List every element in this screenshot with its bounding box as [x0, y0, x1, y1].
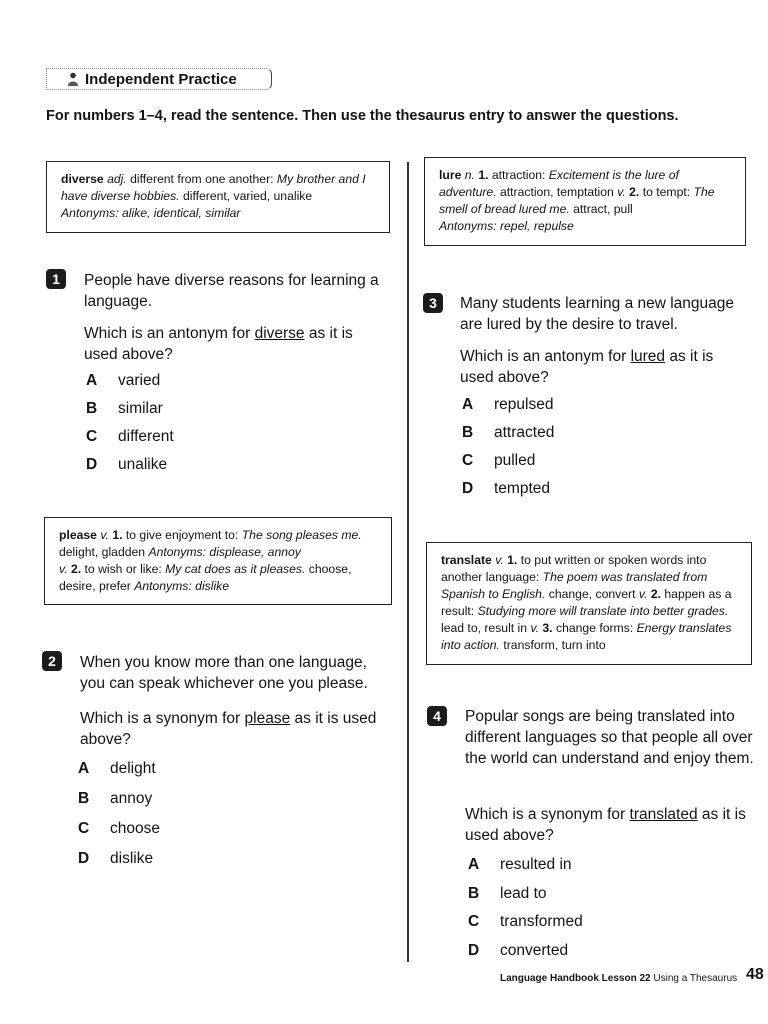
question-1-option-c[interactable]: C different	[86, 428, 174, 445]
thesaurus-entry-please: please v. 1. to give enjoyment to: The song pleases me. delight, gladden Antonyms: displease, annoy v. 2. to wish or like: My cat does as it pleases. choose, desire, prefer Antonyms: dislike	[44, 517, 392, 605]
person-icon	[67, 72, 79, 86]
section-header	[46, 68, 272, 90]
thesaurus-entry-diverse: diverse adj. different from one another: My brother and I have diverse hobbies. different, varied, unalike Antonyms: alike, identical, similar	[46, 161, 390, 233]
question-2-prompt: Which is a synonym for please as it is used above?	[80, 710, 377, 748]
question-4-sentence: Popular songs are being translated into different languages so that people all over the world can understand and enjoy them.	[465, 708, 754, 767]
question-2-sentence: When you know more than one language, you can speak whichever one you please.	[80, 654, 368, 692]
thesaurus-entry-translate: translate v. 1. to put written or spoken words into another language: The poem was translated from Spanish to English. change, convert v. 2. happen as a result: Studying more will translate into better grades. lead to, result in v. 3. change forms: Energy translates into action. transform, turn into	[426, 542, 752, 665]
question-1-sentence: People have diverse reasons for learning a language.	[84, 272, 379, 310]
question-2-option-b[interactable]: B annoy	[78, 790, 153, 807]
question-number-2: 2	[42, 651, 62, 671]
thesaurus-entry-lure: lure n. 1. attraction: Excitement is the lure of adventure. attraction, temptation v. 2. to tempt: The smell of bread lured me. attract, pull Antonyms: repel, repulse	[424, 157, 746, 246]
question-3-option-c[interactable]: C pulled	[462, 452, 536, 469]
question-3-option-a[interactable]: A repulsed	[462, 396, 554, 413]
column-divider	[407, 162, 409, 962]
question-2-option-a[interactable]: A delight	[78, 760, 156, 777]
page-number: 48	[746, 966, 764, 983]
question-3-sentence: Many students learning a new language are lured by the desire to travel.	[460, 295, 735, 333]
question-number-1: 1	[46, 269, 66, 289]
question-4-option-b[interactable]: B lead to	[468, 885, 547, 902]
question-4-prompt: Which is a synonym for translated as it is used above?	[465, 806, 746, 844]
question-number-3: 3	[423, 293, 443, 313]
question-3-option-d[interactable]: D tempted	[462, 480, 551, 497]
question-1-option-d[interactable]: D unalike	[86, 456, 168, 473]
question-1-option-a[interactable]: A varied	[86, 372, 161, 389]
question-3-option-b[interactable]: B attracted	[462, 424, 555, 441]
page-footer: Language Handbook Lesson 22 Using a Thesaurus	[500, 973, 738, 984]
question-number-4: 4	[427, 706, 447, 726]
question-1-prompt: Which is an antonym for diverse as it is used above?	[84, 325, 353, 363]
directions: For numbers 1–4, read the sentence. Then use the thesaurus entry to answer the questions.	[46, 108, 679, 124]
section-title: Independent Practice	[85, 70, 237, 88]
question-1-option-b[interactable]: B similar	[86, 400, 163, 417]
question-2-option-c[interactable]: C choose	[78, 820, 160, 837]
question-4-option-a[interactable]: A resulted in	[468, 856, 572, 873]
question-4-option-c[interactable]: C transformed	[468, 913, 583, 930]
question-3-prompt: Which is an antonym for lured as it is used above?	[460, 348, 714, 386]
question-4-option-d[interactable]: D converted	[468, 942, 569, 959]
question-2-option-d[interactable]: D dislike	[78, 850, 154, 867]
